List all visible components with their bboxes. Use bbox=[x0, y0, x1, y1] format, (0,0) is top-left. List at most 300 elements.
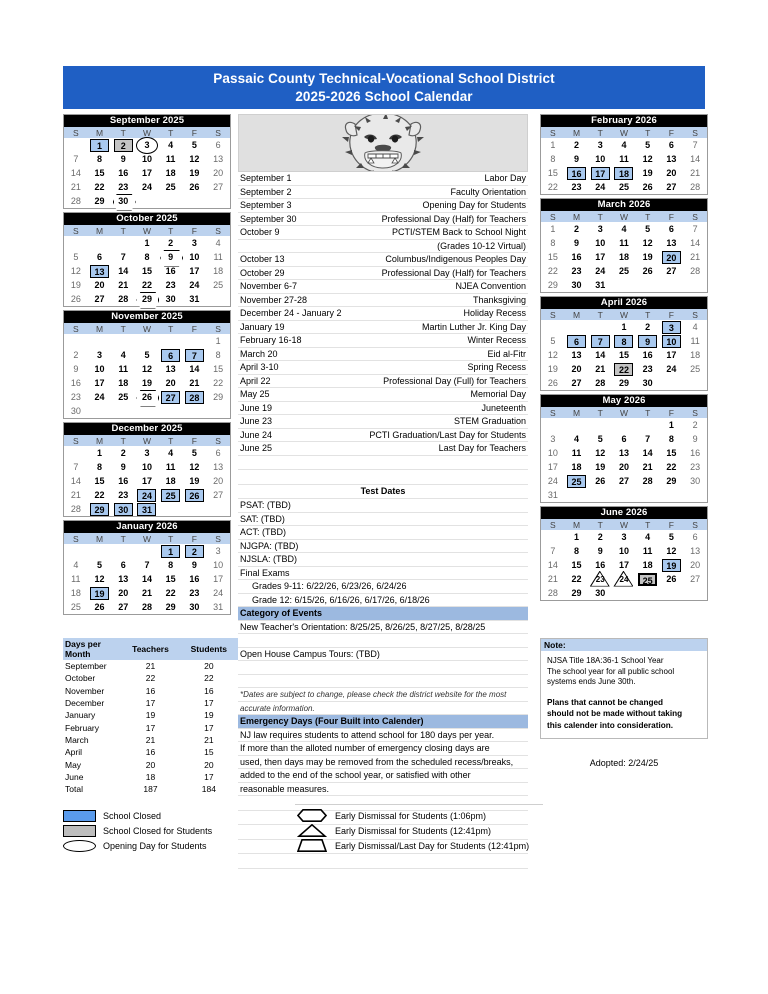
day-cell[interactable]: 30 bbox=[690, 476, 701, 486]
day-cell[interactable]: 15 bbox=[94, 476, 105, 486]
day-school-closed[interactable]: 18 bbox=[614, 167, 633, 180]
day-cell[interactable]: 23 bbox=[118, 182, 129, 192]
day-cell[interactable]: 4 bbox=[645, 532, 651, 542]
day-cell[interactable]: 25 bbox=[690, 364, 701, 374]
day-cell[interactable]: 16 bbox=[118, 168, 129, 178]
day-cell[interactable]: 12 bbox=[547, 350, 558, 360]
day-cell[interactable]: 13 bbox=[213, 462, 224, 472]
day-cell[interactable]: 18 bbox=[571, 462, 582, 472]
day-cell[interactable]: 23 bbox=[571, 266, 582, 276]
day-cell[interactable]: 9 bbox=[120, 154, 126, 164]
day-cell[interactable]: 23 bbox=[165, 280, 176, 290]
day-early-dismissal-106[interactable]: 29 bbox=[137, 293, 156, 306]
day-cell[interactable]: 6 bbox=[621, 434, 627, 444]
day-school-closed[interactable]: 20 bbox=[662, 251, 681, 264]
day-cell[interactable]: 4 bbox=[215, 238, 221, 248]
day-cell[interactable]: 5 bbox=[191, 140, 197, 150]
day-cell[interactable]: 11 bbox=[690, 336, 700, 346]
day-cell[interactable]: 30 bbox=[595, 588, 606, 598]
day-school-closed[interactable]: 6 bbox=[567, 335, 586, 348]
day-school-closed[interactable]: 13 bbox=[90, 265, 109, 278]
day-cell[interactable]: 12 bbox=[189, 462, 200, 472]
day-school-closed[interactable]: 8 bbox=[614, 335, 633, 348]
day-cell[interactable]: 4 bbox=[168, 448, 174, 458]
day-school-closed[interactable]: 10 bbox=[662, 335, 681, 348]
day-cell[interactable]: 3 bbox=[550, 434, 556, 444]
day-cell[interactable]: 15 bbox=[547, 168, 558, 178]
day-cell[interactable]: 14 bbox=[141, 574, 152, 584]
day-cell[interactable]: 24 bbox=[595, 182, 606, 192]
day-cell[interactable]: 6 bbox=[668, 224, 674, 234]
day-cell[interactable]: 16 bbox=[595, 560, 606, 570]
day-cell[interactable]: 22 bbox=[547, 182, 558, 192]
day-cell[interactable]: 9 bbox=[597, 546, 603, 556]
day-closed-for-students[interactable]: 22 bbox=[614, 363, 633, 376]
day-cell[interactable]: 10 bbox=[595, 238, 606, 248]
day-cell[interactable]: 16 bbox=[690, 448, 701, 458]
day-cell[interactable]: 14 bbox=[70, 476, 81, 486]
day-cell[interactable]: 13 bbox=[666, 238, 677, 248]
day-cell[interactable]: 16 bbox=[70, 378, 81, 388]
day-cell[interactable]: 5 bbox=[597, 434, 603, 444]
day-cell[interactable]: 24 bbox=[141, 182, 152, 192]
day-cell[interactable]: 17 bbox=[595, 252, 606, 262]
day-cell[interactable]: 18 bbox=[618, 252, 629, 262]
day-cell[interactable]: 16 bbox=[642, 350, 653, 360]
day-cell[interactable]: 15 bbox=[618, 350, 629, 360]
day-cell[interactable]: 26 bbox=[595, 476, 606, 486]
day-cell[interactable]: 8 bbox=[97, 462, 103, 472]
day-cell[interactable]: 15 bbox=[666, 448, 677, 458]
day-cell[interactable]: 28 bbox=[547, 588, 558, 598]
day-cell[interactable]: 24 bbox=[94, 392, 105, 402]
day-cell[interactable]: 7 bbox=[692, 224, 698, 234]
day-cell[interactable]: 22 bbox=[213, 378, 224, 388]
day-school-closed[interactable]: 19 bbox=[90, 587, 109, 600]
day-school-closed[interactable]: 24 bbox=[137, 489, 156, 502]
day-cell[interactable]: 7 bbox=[144, 560, 150, 570]
day-school-closed[interactable]: 26 bbox=[185, 489, 204, 502]
day-cell[interactable]: 25 bbox=[618, 182, 629, 192]
day-cell[interactable]: 29 bbox=[618, 378, 629, 388]
day-cell[interactable]: 6 bbox=[97, 252, 103, 262]
day-cell[interactable]: 13 bbox=[165, 364, 176, 374]
day-closed-for-students[interactable]: 2 bbox=[114, 139, 133, 152]
day-cell[interactable]: 28 bbox=[118, 294, 129, 304]
day-cell[interactable]: 14 bbox=[690, 238, 701, 248]
day-cell[interactable]: 7 bbox=[73, 462, 79, 472]
day-cell[interactable]: 13 bbox=[118, 574, 129, 584]
day-cell[interactable]: 9 bbox=[692, 434, 698, 444]
day-cell[interactable]: 28 bbox=[141, 602, 152, 612]
day-cell[interactable]: 18 bbox=[165, 476, 176, 486]
day-cell[interactable]: 25 bbox=[118, 392, 129, 402]
day-cell[interactable]: 6 bbox=[692, 532, 698, 542]
day-early-dismissal-106[interactable]: 30 bbox=[114, 195, 133, 208]
day-cell[interactable]: 19 bbox=[141, 378, 152, 388]
day-school-closed[interactable]: 7 bbox=[185, 349, 204, 362]
day-cell[interactable]: 19 bbox=[189, 476, 200, 486]
day-school-closed[interactable]: 25 bbox=[567, 475, 586, 488]
day-cell[interactable]: 2 bbox=[597, 532, 603, 542]
day-cell[interactable]: 30 bbox=[165, 294, 176, 304]
day-school-closed[interactable]: 1 bbox=[90, 139, 109, 152]
day-cell[interactable]: 11 bbox=[642, 546, 653, 556]
day-cell[interactable]: 9 bbox=[73, 364, 79, 374]
day-school-closed[interactable]: 30 bbox=[114, 503, 133, 516]
day-cell[interactable]: 1 bbox=[97, 448, 103, 458]
day-cell[interactable]: 30 bbox=[189, 602, 200, 612]
day-last-day-students[interactable]: 25 bbox=[638, 573, 657, 586]
day-cell[interactable]: 20 bbox=[213, 168, 224, 178]
day-cell[interactable]: 27 bbox=[213, 182, 224, 192]
day-cell[interactable]: 23 bbox=[690, 462, 701, 472]
day-cell[interactable]: 29 bbox=[571, 588, 582, 598]
day-cell[interactable]: 5 bbox=[97, 560, 103, 570]
day-cell[interactable]: 11 bbox=[118, 364, 129, 374]
day-school-closed[interactable]: 27 bbox=[161, 391, 180, 404]
day-cell[interactable]: 7 bbox=[73, 154, 79, 164]
day-cell[interactable]: 20 bbox=[118, 588, 129, 598]
day-cell[interactable]: 18 bbox=[213, 266, 224, 276]
day-cell[interactable]: 29 bbox=[165, 602, 176, 612]
day-cell[interactable]: 30 bbox=[642, 378, 653, 388]
day-cell[interactable]: 26 bbox=[642, 182, 653, 192]
day-cell[interactable]: 16 bbox=[189, 574, 200, 584]
day-cell[interactable]: 6 bbox=[215, 448, 221, 458]
day-cell[interactable]: 8 bbox=[144, 252, 150, 262]
day-cell[interactable]: 20 bbox=[571, 364, 582, 374]
day-cell[interactable]: 22 bbox=[165, 588, 176, 598]
day-cell[interactable]: 27 bbox=[666, 182, 677, 192]
day-cell[interactable]: 21 bbox=[642, 462, 653, 472]
day-cell[interactable]: 1 bbox=[621, 322, 627, 332]
day-cell[interactable]: 7 bbox=[645, 434, 651, 444]
day-cell[interactable]: 31 bbox=[547, 490, 558, 500]
day-cell[interactable]: 15 bbox=[547, 252, 558, 262]
day-cell[interactable]: 13 bbox=[666, 154, 677, 164]
day-school-closed[interactable]: 25 bbox=[161, 489, 180, 502]
day-cell[interactable]: 9 bbox=[191, 560, 197, 570]
day-cell[interactable]: 21 bbox=[690, 168, 701, 178]
day-cell[interactable]: 15 bbox=[571, 560, 582, 570]
day-cell[interactable]: 4 bbox=[621, 140, 627, 150]
day-cell[interactable]: 9 bbox=[574, 238, 580, 248]
day-cell[interactable]: 9 bbox=[120, 462, 126, 472]
day-cell[interactable]: 13 bbox=[618, 448, 629, 458]
day-cell[interactable]: 3 bbox=[597, 224, 603, 234]
day-cell[interactable]: 28 bbox=[70, 196, 81, 206]
day-cell[interactable]: 24 bbox=[595, 266, 606, 276]
day-cell[interactable]: 1 bbox=[668, 420, 674, 430]
day-cell[interactable]: 10 bbox=[94, 364, 105, 374]
day-cell[interactable]: 26 bbox=[547, 378, 558, 388]
day-cell[interactable]: 12 bbox=[141, 364, 152, 374]
day-cell[interactable]: 24 bbox=[666, 364, 677, 374]
day-early-dismissal-106[interactable]: 9 bbox=[161, 251, 180, 264]
day-cell[interactable]: 4 bbox=[168, 140, 174, 150]
day-cell[interactable]: 16 bbox=[165, 266, 176, 276]
day-cell[interactable]: 11 bbox=[165, 154, 176, 164]
day-cell[interactable]: 19 bbox=[642, 252, 653, 262]
day-early-dismissal-1241[interactable]: 24 bbox=[614, 573, 633, 586]
day-cell[interactable]: 17 bbox=[618, 560, 629, 570]
day-cell[interactable]: 25 bbox=[70, 602, 81, 612]
day-cell[interactable]: 2 bbox=[692, 420, 698, 430]
day-cell[interactable]: 14 bbox=[595, 350, 606, 360]
day-cell[interactable]: 19 bbox=[547, 364, 558, 374]
day-cell[interactable]: 16 bbox=[118, 476, 129, 486]
day-cell[interactable]: 23 bbox=[189, 588, 200, 598]
day-cell[interactable]: 27 bbox=[213, 490, 224, 500]
day-cell[interactable]: 3 bbox=[191, 238, 197, 248]
day-cell[interactable]: 27 bbox=[618, 476, 629, 486]
day-cell[interactable]: 7 bbox=[550, 546, 556, 556]
day-cell[interactable]: 22 bbox=[94, 490, 105, 500]
day-cell[interactable]: 17 bbox=[189, 266, 200, 276]
day-cell[interactable]: 20 bbox=[666, 168, 677, 178]
day-cell[interactable]: 12 bbox=[642, 154, 653, 164]
day-cell[interactable]: 8 bbox=[668, 434, 674, 444]
day-early-dismissal-106[interactable]: 26 bbox=[137, 391, 156, 404]
day-cell[interactable]: 12 bbox=[595, 448, 606, 458]
day-cell[interactable]: 20 bbox=[690, 560, 701, 570]
day-cell[interactable]: 25 bbox=[213, 280, 224, 290]
day-cell[interactable]: 22 bbox=[94, 182, 105, 192]
day-cell[interactable]: 17 bbox=[547, 462, 558, 472]
day-cell[interactable]: 27 bbox=[94, 294, 105, 304]
day-cell[interactable]: 12 bbox=[189, 154, 200, 164]
day-cell[interactable]: 29 bbox=[547, 280, 558, 290]
day-cell[interactable]: 21 bbox=[70, 182, 81, 192]
day-cell[interactable]: 11 bbox=[213, 252, 223, 262]
day-school-closed[interactable]: 31 bbox=[137, 503, 156, 516]
day-cell[interactable]: 8 bbox=[550, 154, 556, 164]
day-early-dismissal-1241[interactable]: 23 bbox=[591, 573, 610, 586]
day-cell[interactable]: 5 bbox=[668, 532, 674, 542]
day-cell[interactable]: 10 bbox=[618, 546, 629, 556]
day-school-closed[interactable]: 2 bbox=[185, 545, 204, 558]
day-school-closed[interactable]: 17 bbox=[591, 167, 610, 180]
day-cell[interactable]: 27 bbox=[666, 266, 677, 276]
day-cell[interactable]: 21 bbox=[70, 490, 81, 500]
day-cell[interactable]: 27 bbox=[571, 378, 582, 388]
day-school-closed[interactable]: 3 bbox=[662, 321, 681, 334]
day-cell[interactable]: 10 bbox=[141, 154, 152, 164]
day-cell[interactable]: 16 bbox=[571, 252, 582, 262]
day-cell[interactable]: 5 bbox=[191, 448, 197, 458]
day-school-closed[interactable]: 19 bbox=[662, 559, 681, 572]
day-cell[interactable]: 26 bbox=[642, 266, 653, 276]
day-cell[interactable]: 26 bbox=[666, 574, 677, 584]
day-cell[interactable]: 13 bbox=[571, 350, 582, 360]
day-cell[interactable]: 17 bbox=[213, 574, 224, 584]
day-school-closed[interactable]: 1 bbox=[161, 545, 180, 558]
day-cell[interactable]: 1 bbox=[550, 140, 556, 150]
day-cell[interactable]: 1 bbox=[144, 238, 150, 248]
day-cell[interactable]: 4 bbox=[120, 350, 126, 360]
day-cell[interactable]: 3 bbox=[621, 532, 627, 542]
day-cell[interactable]: 4 bbox=[692, 322, 698, 332]
day-cell[interactable]: 26 bbox=[189, 182, 200, 192]
day-cell[interactable]: 2 bbox=[120, 448, 126, 458]
day-cell[interactable]: 11 bbox=[165, 462, 176, 472]
day-cell[interactable]: 13 bbox=[213, 154, 224, 164]
day-cell[interactable]: 14 bbox=[118, 266, 129, 276]
day-cell[interactable]: 18 bbox=[118, 378, 129, 388]
day-cell[interactable]: 19 bbox=[595, 462, 606, 472]
day-cell[interactable]: 14 bbox=[690, 154, 701, 164]
day-cell[interactable]: 15 bbox=[141, 266, 152, 276]
day-cell[interactable]: 21 bbox=[690, 252, 701, 262]
day-cell[interactable]: 10 bbox=[213, 560, 224, 570]
day-cell[interactable]: 26 bbox=[94, 602, 105, 612]
day-cell[interactable]: 21 bbox=[547, 574, 558, 584]
day-cell[interactable]: 14 bbox=[70, 168, 81, 178]
day-cell[interactable]: 23 bbox=[642, 364, 653, 374]
day-cell[interactable]: 12 bbox=[666, 546, 677, 556]
day-cell[interactable]: 10 bbox=[595, 154, 606, 164]
day-cell[interactable]: 27 bbox=[690, 574, 701, 584]
day-cell[interactable]: 4 bbox=[574, 434, 580, 444]
day-cell[interactable]: 19 bbox=[70, 280, 81, 290]
day-cell[interactable]: 18 bbox=[165, 168, 176, 178]
day-cell[interactable]: 15 bbox=[213, 364, 224, 374]
day-cell[interactable]: 2 bbox=[645, 322, 651, 332]
day-cell[interactable]: 17 bbox=[94, 378, 105, 388]
day-cell[interactable]: 15 bbox=[165, 574, 176, 584]
day-cell[interactable]: 21 bbox=[595, 364, 606, 374]
day-cell[interactable]: 1 bbox=[215, 336, 221, 346]
day-cell[interactable]: 29 bbox=[666, 476, 677, 486]
day-cell[interactable]: 19 bbox=[189, 168, 200, 178]
day-cell[interactable]: 30 bbox=[571, 280, 582, 290]
day-cell[interactable]: 20 bbox=[618, 462, 629, 472]
day-cell[interactable]: 18 bbox=[642, 560, 653, 570]
day-cell[interactable]: 28 bbox=[690, 266, 701, 276]
day-cell[interactable]: 28 bbox=[690, 182, 701, 192]
day-cell[interactable]: 8 bbox=[550, 238, 556, 248]
day-cell[interactable]: 22 bbox=[141, 280, 152, 290]
day-school-closed[interactable]: 29 bbox=[90, 503, 109, 516]
day-opening-day[interactable]: 3 bbox=[137, 139, 156, 152]
day-cell[interactable]: 5 bbox=[144, 350, 150, 360]
day-cell[interactable]: 29 bbox=[213, 392, 224, 402]
day-cell[interactable]: 14 bbox=[642, 448, 653, 458]
day-cell[interactable]: 5 bbox=[550, 336, 556, 346]
day-cell[interactable]: 20 bbox=[165, 378, 176, 388]
day-cell[interactable]: 1 bbox=[574, 532, 580, 542]
day-cell[interactable]: 28 bbox=[70, 504, 81, 514]
day-cell[interactable]: 19 bbox=[642, 168, 653, 178]
day-cell[interactable]: 8 bbox=[97, 154, 103, 164]
day-cell[interactable]: 31 bbox=[213, 602, 224, 612]
day-cell[interactable]: 3 bbox=[597, 140, 603, 150]
day-cell[interactable]: 3 bbox=[215, 546, 221, 556]
day-cell[interactable]: 28 bbox=[595, 378, 606, 388]
day-cell[interactable]: 21 bbox=[118, 280, 129, 290]
day-cell[interactable]: 20 bbox=[94, 280, 105, 290]
day-cell[interactable]: 3 bbox=[97, 350, 103, 360]
day-cell[interactable]: 5 bbox=[645, 224, 651, 234]
day-cell[interactable]: 17 bbox=[666, 350, 677, 360]
day-cell[interactable]: 8 bbox=[215, 350, 221, 360]
day-cell[interactable]: 5 bbox=[73, 252, 79, 262]
day-cell[interactable]: 9 bbox=[574, 154, 580, 164]
day-cell[interactable]: 11 bbox=[619, 154, 629, 164]
day-cell[interactable]: 18 bbox=[690, 350, 701, 360]
day-cell[interactable]: 25 bbox=[165, 182, 176, 192]
day-cell[interactable]: 10 bbox=[141, 462, 152, 472]
day-cell[interactable]: 24 bbox=[547, 476, 558, 486]
day-school-closed[interactable]: 9 bbox=[638, 335, 657, 348]
day-school-closed[interactable]: 28 bbox=[185, 391, 204, 404]
day-school-closed[interactable]: 16 bbox=[567, 167, 586, 180]
day-cell[interactable]: 10 bbox=[189, 252, 200, 262]
day-cell[interactable]: 29 bbox=[94, 196, 105, 206]
day-cell[interactable]: 22 bbox=[666, 462, 677, 472]
day-cell[interactable]: 18 bbox=[70, 588, 81, 598]
day-school-closed[interactable]: 7 bbox=[591, 335, 610, 348]
day-cell[interactable]: 3 bbox=[144, 448, 150, 458]
day-cell[interactable]: 6 bbox=[668, 140, 674, 150]
day-cell[interactable]: 24 bbox=[189, 280, 200, 290]
day-cell[interactable]: 31 bbox=[595, 280, 606, 290]
day-cell[interactable]: 2 bbox=[574, 140, 580, 150]
day-cell[interactable]: 26 bbox=[70, 294, 81, 304]
day-cell[interactable]: 1 bbox=[550, 224, 556, 234]
day-cell[interactable]: 12 bbox=[642, 238, 653, 248]
day-cell[interactable]: 6 bbox=[215, 140, 221, 150]
day-cell[interactable]: 20 bbox=[213, 476, 224, 486]
day-cell[interactable]: 30 bbox=[70, 406, 81, 416]
day-cell[interactable]: 8 bbox=[168, 560, 174, 570]
day-cell[interactable]: 4 bbox=[73, 560, 79, 570]
day-cell[interactable]: 23 bbox=[118, 490, 129, 500]
day-cell[interactable]: 17 bbox=[141, 168, 152, 178]
day-cell[interactable]: 2 bbox=[168, 238, 174, 248]
day-cell[interactable]: 17 bbox=[141, 476, 152, 486]
day-cell[interactable]: 8 bbox=[574, 546, 580, 556]
day-cell[interactable]: 14 bbox=[189, 364, 200, 374]
day-cell[interactable]: 24 bbox=[213, 588, 224, 598]
day-cell[interactable]: 14 bbox=[547, 560, 558, 570]
day-cell[interactable]: 15 bbox=[94, 168, 105, 178]
day-cell[interactable]: 22 bbox=[547, 266, 558, 276]
day-school-closed[interactable]: 6 bbox=[161, 349, 180, 362]
day-cell[interactable]: 7 bbox=[120, 252, 126, 262]
day-cell[interactable]: 12 bbox=[70, 266, 81, 276]
day-cell[interactable]: 2 bbox=[73, 350, 79, 360]
day-cell[interactable]: 4 bbox=[621, 224, 627, 234]
day-cell[interactable]: 6 bbox=[120, 560, 126, 570]
day-cell[interactable]: 11 bbox=[619, 238, 629, 248]
day-cell[interactable]: 21 bbox=[141, 588, 152, 598]
day-cell[interactable]: 23 bbox=[70, 392, 81, 402]
day-cell[interactable]: 28 bbox=[642, 476, 653, 486]
day-cell[interactable]: 23 bbox=[571, 182, 582, 192]
day-cell[interactable]: 7 bbox=[692, 140, 698, 150]
day-cell[interactable]: 25 bbox=[618, 266, 629, 276]
day-cell[interactable]: 21 bbox=[189, 378, 200, 388]
day-cell[interactable]: 5 bbox=[645, 140, 651, 150]
day-cell[interactable]: 31 bbox=[189, 294, 200, 304]
day-cell[interactable]: 13 bbox=[690, 546, 701, 556]
day-cell[interactable]: 11 bbox=[571, 448, 582, 458]
day-cell[interactable]: 2 bbox=[574, 224, 580, 234]
day-cell[interactable]: 27 bbox=[118, 602, 129, 612]
day-cell[interactable]: 22 bbox=[571, 574, 582, 584]
